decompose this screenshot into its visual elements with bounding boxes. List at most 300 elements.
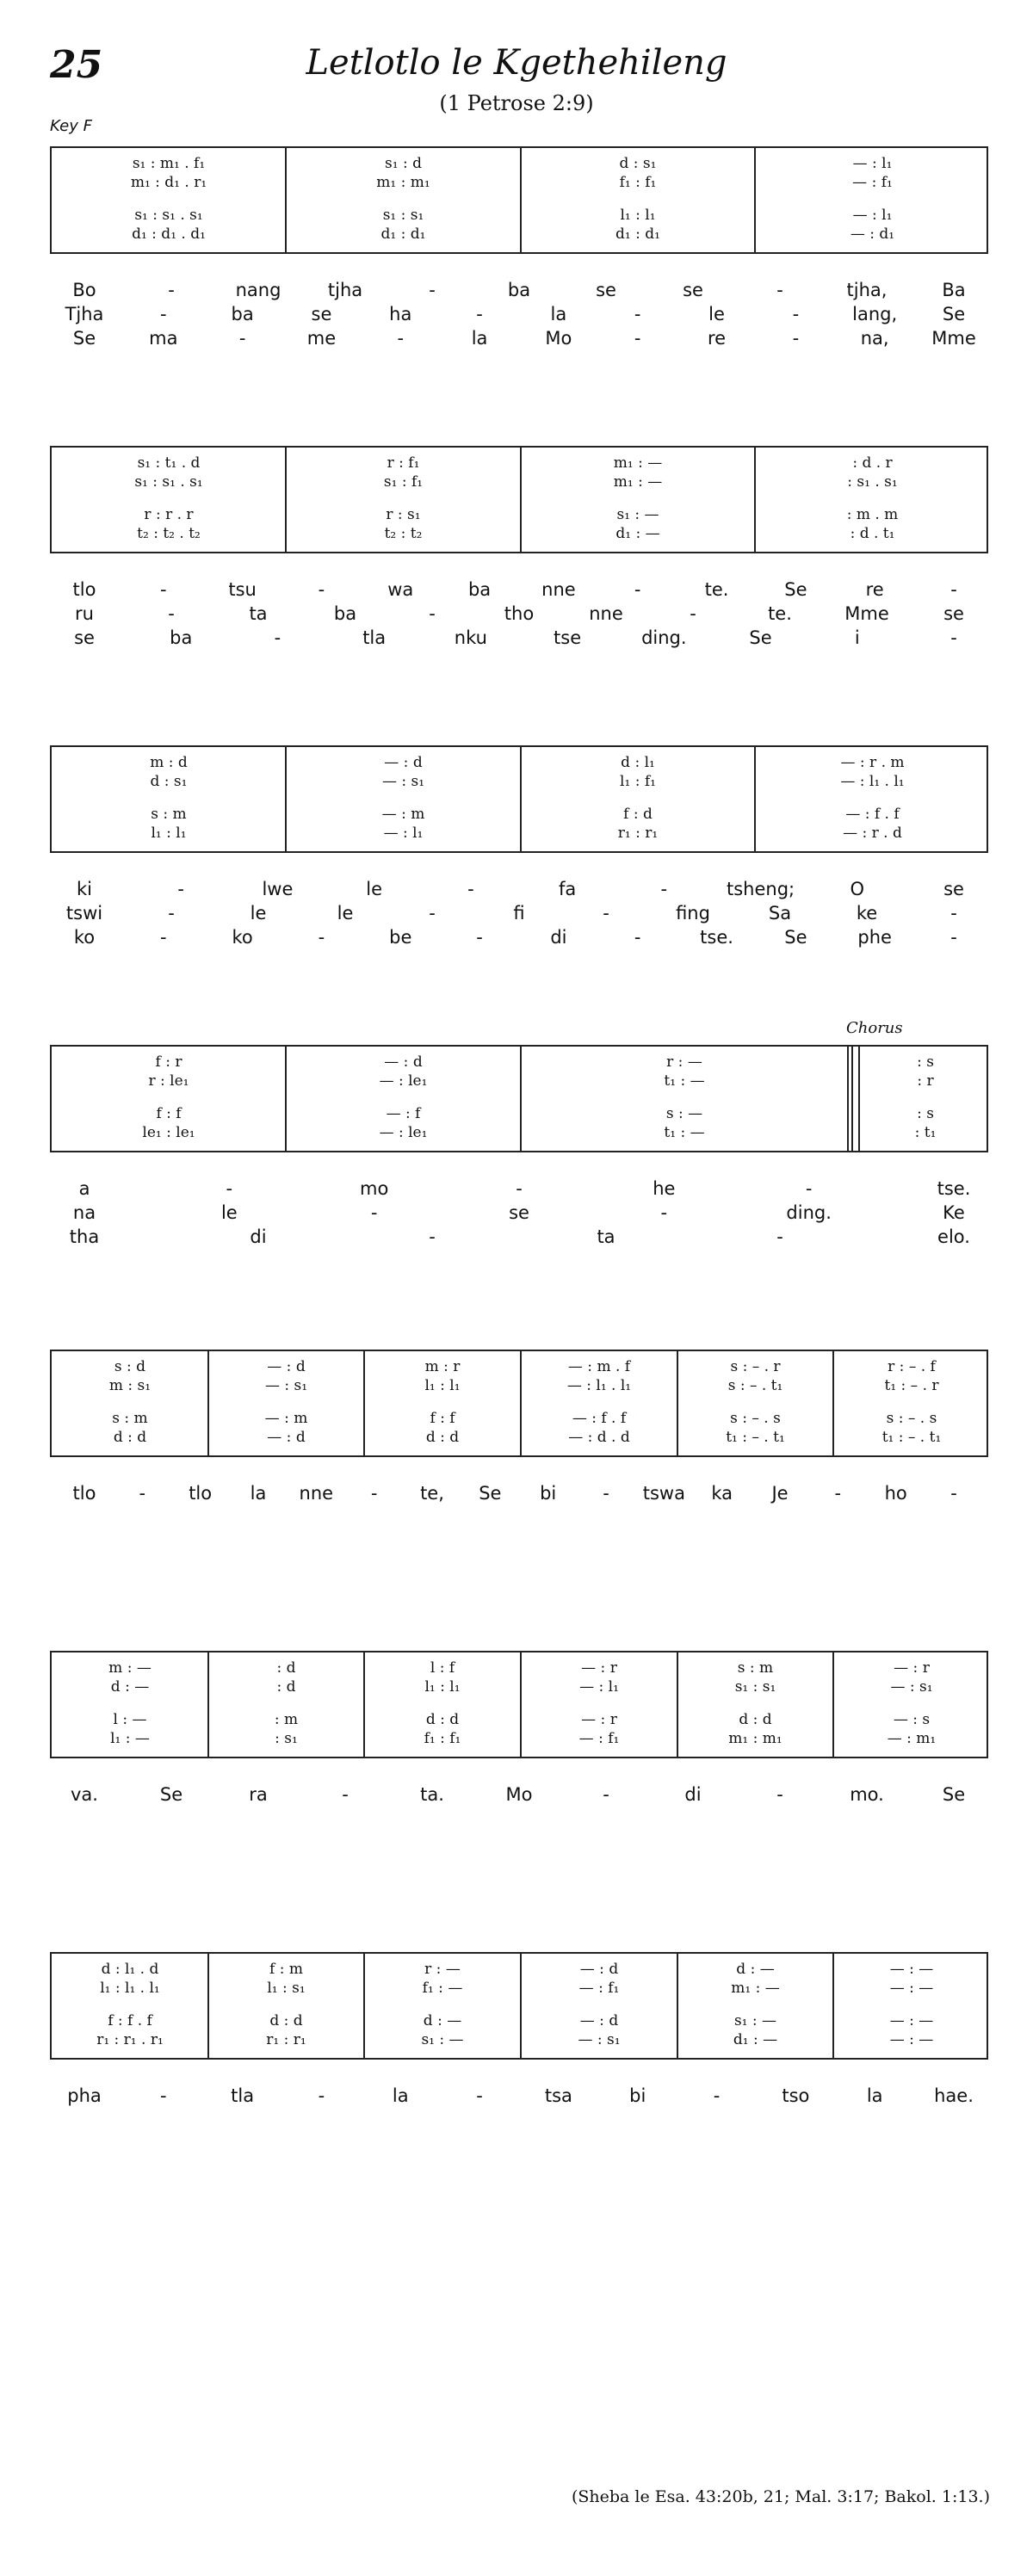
note-cell: — : s₁ <box>578 2031 621 2048</box>
lyric-syllable: - <box>370 1483 378 1504</box>
lyric-syllable: - <box>168 903 175 924</box>
note-cell: f : f <box>430 1410 455 1427</box>
note-cell: s₁ : s₁ <box>382 207 424 224</box>
lyric-syllable: Mme <box>931 328 976 349</box>
note-cell: s : – . t₁ <box>727 1377 783 1394</box>
lyric-syllable: se <box>943 603 964 624</box>
lyric-syllable: ding. <box>786 1202 832 1223</box>
lyric-syllable: ding. <box>641 627 687 648</box>
lyric-syllable: tho <box>504 603 535 624</box>
lyric-syllable: - <box>139 1483 146 1504</box>
lyric-syllable: Se <box>159 1784 183 1805</box>
note-cell: d₁ : d₁ <box>615 225 660 243</box>
lyric-syllable: hae. <box>934 2085 974 2106</box>
note-cell: s : – . s <box>730 1410 781 1427</box>
note-cell: — : — <box>889 1961 934 1978</box>
lyric-syllable: se <box>74 627 95 648</box>
lyric-syllable: - <box>603 903 609 924</box>
note-cell: : d . t₁ <box>850 525 895 542</box>
lyric-syllable: - <box>274 627 281 648</box>
lyric-syllable: - <box>370 1202 378 1223</box>
note-cell: m₁ : m₁ <box>376 174 430 191</box>
lyric-syllable: tlo <box>72 1483 96 1504</box>
lyric-syllable: bi <box>540 1483 557 1504</box>
note-cell: r₁ : r₁ . r₁ <box>96 2031 164 2048</box>
lyric-syllable: va. <box>71 1784 98 1805</box>
lyric-syllable: tswa <box>642 1483 685 1504</box>
note-cell: s₁ : f₁ <box>383 473 424 491</box>
lyric-syllable: ko <box>232 927 253 948</box>
lyric-syllable: mo. <box>850 1784 884 1805</box>
lyric-syllable: Se <box>784 927 807 948</box>
note-cell: f : m <box>269 1961 303 1978</box>
lyric-syllable: ba <box>507 280 531 300</box>
note-cell: s : m <box>151 806 187 823</box>
lyric-syllable: - <box>342 1784 349 1805</box>
lyric-syllable: di <box>684 1784 702 1805</box>
lyric-syllable: se <box>596 280 616 300</box>
lyric-syllable: tswi <box>65 903 103 924</box>
lyric-syllable: - <box>776 1784 783 1805</box>
note-cell: — : f₁ <box>852 174 893 191</box>
lyric-syllable: tlo <box>72 579 96 600</box>
note-cell: m₁ : — <box>731 1980 780 1997</box>
note-cell: — : f₁ <box>578 1980 620 1997</box>
lyric-syllable: se <box>509 1202 529 1223</box>
staff-system-7 <box>50 1952 988 2060</box>
note-cell: l₁ : l₁ <box>424 1678 461 1696</box>
lyric-syllable: he <box>653 1178 676 1199</box>
lyric-syllable: la <box>392 2085 409 2106</box>
note-cell: r : s₁ <box>386 506 421 523</box>
lyric-syllable: ru <box>75 603 94 624</box>
hymn-title: Letlotlo le Kgethehileng <box>306 43 727 83</box>
lyric-syllable: - <box>713 2085 721 2106</box>
lyric-syllable: ke <box>856 903 878 924</box>
lyric-syllable: - <box>397 328 405 349</box>
note-cell: s₁ : s₁ <box>734 1678 776 1696</box>
lyric-syllable: - <box>160 579 167 600</box>
lyric-syllable: la <box>471 328 488 349</box>
lyric-syllable: Se <box>942 304 966 324</box>
note-cell: — : l₁ . l₁ <box>840 773 905 790</box>
note-cell: — : f . f <box>845 806 900 823</box>
note-cell: d₁ : d₁ <box>380 225 426 243</box>
lyric-line <box>50 626 988 650</box>
lyric-syllable: Se <box>784 579 807 600</box>
staff-system-6 <box>50 1651 988 1758</box>
note-cell: d₁ : d₁ . d₁ <box>132 225 206 243</box>
lyric-syllable: ki <box>77 879 92 899</box>
lyric-line <box>50 1782 988 1807</box>
lyric-syllable: - <box>160 927 167 948</box>
lyric-syllable: Se <box>479 1483 502 1504</box>
lyric-syllable: O <box>850 879 865 899</box>
lyric-line <box>50 302 988 326</box>
lyric-syllable: - <box>160 2085 167 2106</box>
lyric-syllable: na, <box>860 328 889 349</box>
lyric-syllable: - <box>429 280 436 300</box>
note-cell: r : f₁ <box>387 454 420 472</box>
note-cell: — : m <box>381 806 425 823</box>
lyric-line <box>50 278 988 302</box>
note-cell: f₁ : f₁ <box>424 1730 461 1747</box>
lyric-syllable: Tjha <box>65 304 104 324</box>
lyric-syllable: ma <box>149 328 178 349</box>
lyric-syllable: ta <box>597 1226 615 1247</box>
lyric-syllable: - <box>516 1178 523 1199</box>
note-cell: d : — <box>423 2012 462 2029</box>
lyric-syllable: tjha <box>327 280 363 300</box>
lyric-syllable: fi <box>513 903 525 924</box>
note-cell: — : le₁ <box>379 1072 428 1090</box>
note-cell: : m <box>274 1711 299 1728</box>
note-cell: s₁ : — <box>733 2012 777 2029</box>
lyric-syllable: Se <box>942 1784 966 1805</box>
note-cell: t₂ : t₂ <box>384 525 423 542</box>
lyric-syllable: le <box>708 304 725 324</box>
note-cell: d : l₁ . d <box>101 1961 159 1978</box>
note-cell: : d . r <box>852 454 893 472</box>
staff-system-4 <box>50 1045 988 1152</box>
lyric-syllable: la <box>866 2085 883 2106</box>
lyric-syllable: tse. <box>700 927 733 948</box>
note-cell: — : s₁ <box>264 1377 308 1394</box>
note-cell: — : d <box>384 1053 423 1071</box>
lyric-syllable: Bo <box>72 280 96 300</box>
lyric-syllable: fa <box>558 879 577 899</box>
note-cell: — : r <box>581 1659 617 1677</box>
note-cell: f : f <box>156 1105 182 1122</box>
note-cell: d : l₁ <box>621 754 655 771</box>
lyric-syllable: - <box>792 304 800 324</box>
lyric-syllable: Mo <box>505 1784 533 1805</box>
note-cell: f : f . f <box>108 2012 152 2029</box>
note-cell: — : l₁ <box>852 207 893 224</box>
staff-system-3 <box>50 745 988 853</box>
note-cell: s₁ : — <box>421 2031 464 2048</box>
note-cell: : s₁ <box>275 1730 298 1747</box>
note-cell: d : s₁ <box>619 155 657 172</box>
lyric-syllable: fing <box>676 903 710 924</box>
lyric-syllable: le <box>337 903 354 924</box>
staff-system-5 <box>50 1350 988 1457</box>
lyric-syllable: ka <box>711 1483 733 1504</box>
lyric-syllable: nne <box>589 603 623 624</box>
lyric-syllable: te, <box>420 1483 444 1504</box>
note-cell: — : s <box>893 1711 931 1728</box>
lyric-syllable: phe <box>857 927 892 948</box>
note-cell: f₁ : — <box>422 1980 463 1997</box>
note-cell: — : d . d <box>568 1429 630 1446</box>
note-cell: s₁ : m₁ . f₁ <box>132 155 206 172</box>
key-signature: Key F <box>50 117 92 135</box>
lyric-syllable: tjha, <box>846 280 888 300</box>
lyric-syllable: ko <box>73 927 96 948</box>
note-cell: d : s₁ <box>150 773 188 790</box>
lyric-syllable: - <box>429 903 436 924</box>
note-cell: — : f <box>386 1105 421 1122</box>
lyric-syllable: - <box>476 927 483 948</box>
note-cell: — : r . m <box>840 754 905 771</box>
note-cell: s₁ : t₁ . d <box>137 454 201 472</box>
scripture-reference: (1 Petrose 2:9) <box>439 91 594 115</box>
lyric-syllable: tsa <box>544 2085 572 2106</box>
lyric-line <box>50 1177 988 1201</box>
lyric-syllable: la <box>250 1483 267 1504</box>
lyric-syllable: le <box>366 879 383 899</box>
note-cell: — : l₁ . l₁ <box>566 1377 632 1394</box>
lyric-syllable: ta. <box>420 1784 444 1805</box>
note-cell: l₁ : — <box>110 1730 150 1747</box>
lyric-syllable: ba <box>231 304 254 324</box>
note-cell: t₂ : t₂ . t₂ <box>137 525 201 542</box>
lyric-syllable: - <box>467 879 474 899</box>
lyric-line <box>50 326 988 350</box>
lyric-syllable: - <box>634 579 641 600</box>
lyric-syllable: - <box>177 879 185 899</box>
lyric-syllable: mo <box>360 1178 389 1199</box>
lyric-syllable: ba <box>333 603 357 624</box>
double-barline <box>851 1047 860 1151</box>
note-cell: d : d <box>425 1429 460 1446</box>
note-cell: — : l₁ <box>852 155 893 172</box>
lyric-syllable: se <box>943 879 964 899</box>
lyric-syllable: - <box>660 879 668 899</box>
chorus-label: Chorus <box>846 1019 903 1037</box>
note-cell: — : r <box>894 1659 930 1677</box>
lyric-syllable: - <box>168 280 175 300</box>
footer-references: (Sheba le Esa. 43:20b, 21; Mal. 3:17; Bakol. 1:13.) <box>571 2487 990 2506</box>
lyric-syllable: tla <box>231 2085 255 2106</box>
note-cell: — : f . f <box>572 1410 627 1427</box>
lyric-syllable: - <box>429 603 436 624</box>
note-cell: f₁ : f₁ <box>619 174 657 191</box>
note-cell: t₁ : — <box>664 1124 705 1141</box>
lyric-syllable: - <box>429 1226 436 1247</box>
lyric-syllable: - <box>476 304 483 324</box>
lyric-syllable: tse. <box>937 1178 971 1199</box>
lyric-syllable: ra <box>249 1784 268 1805</box>
hymn-number: 25 <box>50 43 103 87</box>
lyric-syllable: di <box>250 1226 267 1247</box>
lyric-syllable: - <box>160 304 167 324</box>
note-cell: d : d <box>113 1429 147 1446</box>
note-cell: l₁ : s₁ <box>267 1980 306 1997</box>
note-cell: m : s₁ <box>108 1377 152 1394</box>
note-cell: r₁ : r₁ <box>617 825 659 842</box>
note-cell: — : d <box>384 754 423 771</box>
note-cell: r : – . f <box>888 1358 936 1375</box>
note-cell: s : m <box>737 1659 774 1677</box>
note-cell: — : d <box>579 1961 619 1978</box>
lyric-syllable: ha <box>389 304 412 324</box>
lyric-syllable: - <box>950 627 957 648</box>
lyric-syllable: elo. <box>937 1226 970 1247</box>
note-cell: t₁ : – . t₁ <box>726 1429 785 1446</box>
note-cell: s : – . r <box>730 1358 781 1375</box>
lyric-syllable: - <box>950 927 957 948</box>
lyric-line <box>50 925 988 949</box>
note-cell: — : d <box>267 1429 306 1446</box>
note-cell: t₁ : – . t₁ <box>881 1429 942 1446</box>
lyric-line <box>50 1481 988 1505</box>
lyric-syllable: di <box>550 927 567 948</box>
lyric-syllable: bi <box>629 2085 646 2106</box>
note-cell: s₁ : s₁ . s₁ <box>134 207 203 224</box>
lyric-syllable: me <box>306 328 337 349</box>
lyric-syllable: - <box>476 2085 483 2106</box>
note-cell: d : — <box>110 1678 150 1696</box>
lyric-syllable: nne <box>541 579 576 600</box>
lyric-line <box>50 2084 988 2108</box>
note-cell: r : r . r <box>144 506 194 523</box>
note-cell: m₁ : — <box>613 454 663 472</box>
lyric-syllable: re <box>865 579 884 600</box>
lyric-syllable: ho <box>884 1483 907 1504</box>
note-cell: s₁ : — <box>616 506 659 523</box>
note-cell: — : — <box>889 1980 934 1997</box>
note-cell: — : m . f <box>567 1358 631 1375</box>
note-cell: l₁ : l₁ <box>620 207 656 224</box>
note-cell: t₁ : — <box>664 1072 705 1090</box>
lyric-line <box>50 1201 988 1225</box>
lyric-line <box>50 578 988 602</box>
note-cell: — : s₁ <box>381 773 425 790</box>
note-cell: — : — <box>889 2031 934 2048</box>
note-cell: — : f₁ <box>578 1730 620 1747</box>
lyric-syllable: Ke <box>943 1202 965 1223</box>
lyric-syllable: Sa <box>768 903 792 924</box>
note-cell: — : m₁ <box>887 1730 937 1747</box>
note-cell: — : d₁ <box>850 225 895 243</box>
note-cell: s : m <box>112 1410 148 1427</box>
lyric-syllable: tsheng; <box>726 879 795 899</box>
lyric-syllable: tha <box>69 1226 100 1247</box>
lyric-syllable: na <box>72 1202 96 1223</box>
note-cell: m₁ : — <box>613 473 663 491</box>
lyric-syllable: - <box>690 603 696 624</box>
note-cell: — : d <box>267 1358 306 1375</box>
lyric-syllable: te. <box>768 603 792 624</box>
note-cell: m : d <box>150 754 188 771</box>
lyric-syllable: - <box>238 328 246 349</box>
lyric-syllable: ta <box>249 603 268 624</box>
lyric-syllable: tsu <box>228 579 257 600</box>
lyric-syllable: - <box>776 1226 783 1247</box>
lyric-syllable: i <box>854 627 860 648</box>
lyric-syllable: - <box>168 603 175 624</box>
lyric-line <box>50 877 988 901</box>
lyric-syllable: Mo <box>545 328 572 349</box>
note-cell: l₁ : f₁ <box>620 773 656 790</box>
note-cell: l₁ : l₁ <box>424 1377 461 1394</box>
lyric-syllable: Se <box>72 328 96 349</box>
note-cell: t₁ : – . r <box>884 1377 939 1394</box>
lyric-syllable: Mme <box>844 603 889 624</box>
lyric-syllable: tse <box>554 627 582 648</box>
lyric-syllable: lang, <box>852 304 898 324</box>
note-cell: : s <box>917 1053 934 1071</box>
staff-system-1 <box>50 146 988 254</box>
lyric-syllable: re <box>707 328 727 349</box>
lyric-syllable: - <box>660 1202 668 1223</box>
lyric-syllable: tso <box>782 2085 810 2106</box>
note-cell: r : — <box>666 1053 702 1071</box>
lyric-syllable: Se <box>749 627 772 648</box>
note-cell: s₁ : s₁ . s₁ <box>134 473 203 491</box>
lyric-syllable: be <box>389 927 412 948</box>
note-cell: s₁ : d <box>385 155 422 172</box>
lyric-syllable: - <box>792 328 800 349</box>
note-cell: m : r <box>424 1358 461 1375</box>
note-cell: r : le₁ <box>148 1072 189 1090</box>
lyric-syllable: ba <box>467 579 492 600</box>
lyric-syllable: tla <box>362 627 387 648</box>
lyric-syllable: ba <box>170 627 193 648</box>
note-cell: l₁ : l₁ <box>151 825 187 842</box>
note-cell: s : — <box>665 1105 703 1122</box>
lyric-syllable: la <box>550 304 567 324</box>
lyric-syllable: - <box>950 1483 957 1504</box>
note-cell: m₁ : d₁ . r₁ <box>130 174 207 191</box>
note-cell: r₁ : r₁ <box>266 2031 306 2048</box>
note-cell: s : d <box>114 1358 146 1375</box>
note-cell: l : — <box>113 1711 147 1728</box>
note-cell: r : — <box>424 1961 461 1978</box>
lyric-line <box>50 602 988 626</box>
note-cell: : r <box>917 1072 934 1090</box>
note-cell: s : – . s <box>886 1410 937 1427</box>
note-cell: le₁ : le₁ <box>142 1124 195 1141</box>
note-cell: l : f <box>430 1659 455 1677</box>
note-cell: — : r <box>581 1711 617 1728</box>
lyric-syllable: - <box>950 579 957 600</box>
note-cell: : d <box>276 1678 296 1696</box>
lyric-syllable: te. <box>704 579 729 600</box>
note-cell: d₁ : — <box>733 2031 778 2048</box>
note-cell: : m . m <box>846 506 899 523</box>
note-cell: d : d <box>269 2012 303 2029</box>
lyric-syllable: nku <box>454 627 487 648</box>
note-cell: m : — <box>108 1659 152 1677</box>
lyric-syllable: - <box>634 328 641 349</box>
note-cell: : s₁ . s₁ <box>847 473 898 491</box>
lyric-syllable: - <box>318 2085 325 2106</box>
lyric-syllable: - <box>634 927 641 948</box>
lyric-syllable: - <box>950 903 957 924</box>
note-cell: — : d <box>579 2012 619 2029</box>
lyric-syllable: - <box>318 927 325 948</box>
lyric-syllable: tlo <box>189 1483 213 1504</box>
note-cell: — : s₁ <box>890 1678 933 1696</box>
lyric-syllable: - <box>318 579 325 600</box>
lyric-syllable: - <box>834 1483 842 1504</box>
note-cell: — : l₁ <box>383 825 424 842</box>
lyric-syllable: - <box>776 280 783 300</box>
note-cell: m₁ : m₁ <box>728 1730 782 1747</box>
lyric-syllable: se <box>683 280 703 300</box>
lyric-line <box>50 1225 988 1249</box>
note-cell: d : — <box>736 1961 775 1978</box>
lyric-syllable: - <box>226 1178 233 1199</box>
note-cell: : s <box>917 1105 934 1122</box>
lyric-syllable: nang <box>235 280 281 300</box>
note-cell: — : r . d <box>843 825 902 842</box>
lyric-syllable: a <box>78 1178 90 1199</box>
lyric-syllable: le <box>250 903 267 924</box>
note-cell: : d <box>276 1659 296 1677</box>
